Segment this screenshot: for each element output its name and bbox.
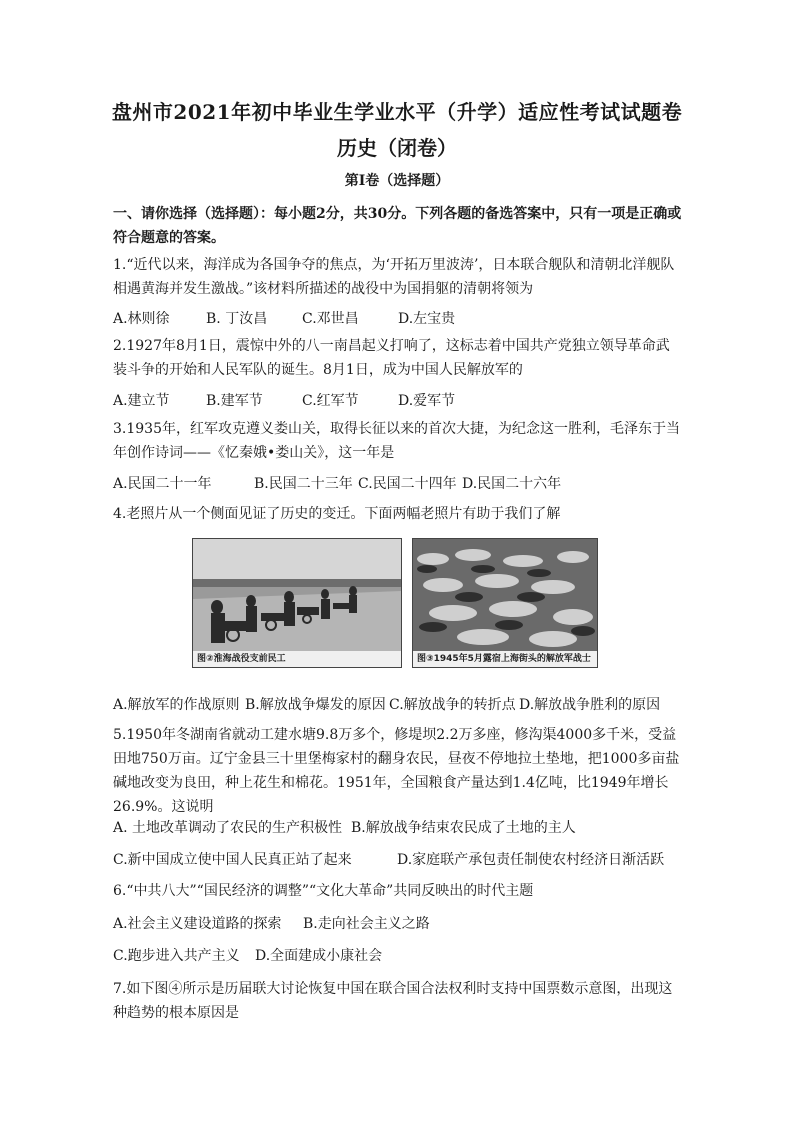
question-6-stem: 6.“中共八大”“国民经济的调整”“文化大革命”共同反映出的时代主题 (113, 883, 534, 899)
option-b[interactable]: B.民国二十三年 (254, 476, 353, 492)
option-b[interactable]: B.走向社会主义之路 (303, 916, 430, 932)
option-c[interactable]: C.解放战争的转折点 (389, 697, 516, 713)
option-b[interactable]: B.解放战争爆发的原因 (245, 697, 386, 713)
option-b[interactable]: B.解放战争结束农民成了土地的主人 (351, 820, 576, 836)
option-c[interactable]: C.新中国成立使中国人民真正站了起来 (113, 852, 352, 868)
question-1-stem: 1.“近代以来，海洋成为各国争夺的焦点，为‘开拓万里波涛’，日本联合舰队和清朝北洋舰队相遇黄海并发生激战。”该材料所描述的战役中为国捐躯的清朝将领为 (113, 257, 675, 297)
option-d[interactable]: D.解放战争胜利的原因 (519, 697, 661, 713)
option-a[interactable]: A. 土地改革调动了农民的生产积极性 (113, 820, 343, 836)
option-a[interactable]: A.建立节 (113, 393, 170, 409)
option-d[interactable]: D.爱军节 (398, 393, 456, 409)
photo-caption: 图③1945年5月露宿上海街头的解放军战士 (413, 651, 597, 667)
option-a[interactable]: A.社会主义建设道路的探索 (113, 916, 282, 932)
question-2-stem: 2.1927年8月1日，震惊中外的八一南昌起义打响了，这标志着中国共产党独立领导革命武装斗争的开始和人民军队的诞生。8月1日，成为中国人民解放军的 (113, 338, 670, 378)
photo-huaihai-civilian-workers (192, 538, 402, 668)
option-c[interactable]: C.跑步进入共产主义 (113, 948, 240, 964)
photo-image (193, 539, 401, 651)
photo-caption: 图②淮海战役支前民工 (193, 651, 401, 667)
photo-pla-soldiers-shanghai (412, 538, 598, 668)
option-a[interactable]: A.林则徐 (113, 311, 170, 327)
option-a[interactable]: A.民国二十一年 (113, 476, 212, 492)
question-4-stem: 4.老照片从一个侧面见证了历史的变迁。下面两幅老照片有助于我们了解 (113, 506, 561, 522)
question-7-stem: 7.如下图④所示是历届联大讨论恢复中国在联合国合法权利时支持中国票数示意图，出现这种趋势的根本原因是 (113, 981, 673, 1021)
question-3-stem: 3.1935年，红军攻克遵义娄山关，取得长征以来的首次大捷，为纪念这一胜利，毛泽东于当年创作诗词——《忆秦娥•娄山关》，这一年是 (113, 421, 680, 461)
option-d[interactable]: D.民国二十六年 (462, 476, 562, 492)
question-5-stem: 5.1950年冬湖南省就动工建水塘9.8万多个，修堤坝2.2万多座，修沟渠4000多千米，受益田地750万亩。辽宁金县三十里堡梅家村的翻身农民，昼夜不停地拉土垫地，把1000多亩盐碱地改变为良田，种上花生和棉花。1951年，全国粮食产量达到1.4亿吨，比1949年增长26.9%。这说明 (113, 727, 680, 815)
option-d[interactable]: D.家庭联产承包责任制使农村经济日渐活跃 (397, 852, 665, 868)
option-a[interactable]: A.解放军的作战原则 (113, 697, 240, 713)
option-c[interactable]: C.邓世昌 (302, 311, 359, 327)
option-b[interactable]: B. 丁汝昌 (206, 311, 268, 327)
exam-subject: 历史（闭卷） (337, 136, 457, 160)
option-d[interactable]: D.全面建成小康社会 (255, 948, 383, 964)
instructions: 一、请你选择（选择题）：每小题2分，共30分。下列各题的备选答案中，只有一项是正确或符合题意的答案。 (113, 206, 682, 246)
photo-image (413, 539, 597, 651)
exam-title: 盘州市2021年初中毕业生学业水平（升学）适应性考试试题卷 (111, 100, 683, 124)
section-heading: 第I卷（选择题） (344, 173, 450, 189)
option-b[interactable]: B.建军节 (206, 393, 263, 409)
option-c[interactable]: C.民国二十四年 (358, 476, 457, 492)
option-d[interactable]: D.左宝贵 (398, 311, 456, 327)
option-c[interactable]: C.红军节 (302, 393, 359, 409)
